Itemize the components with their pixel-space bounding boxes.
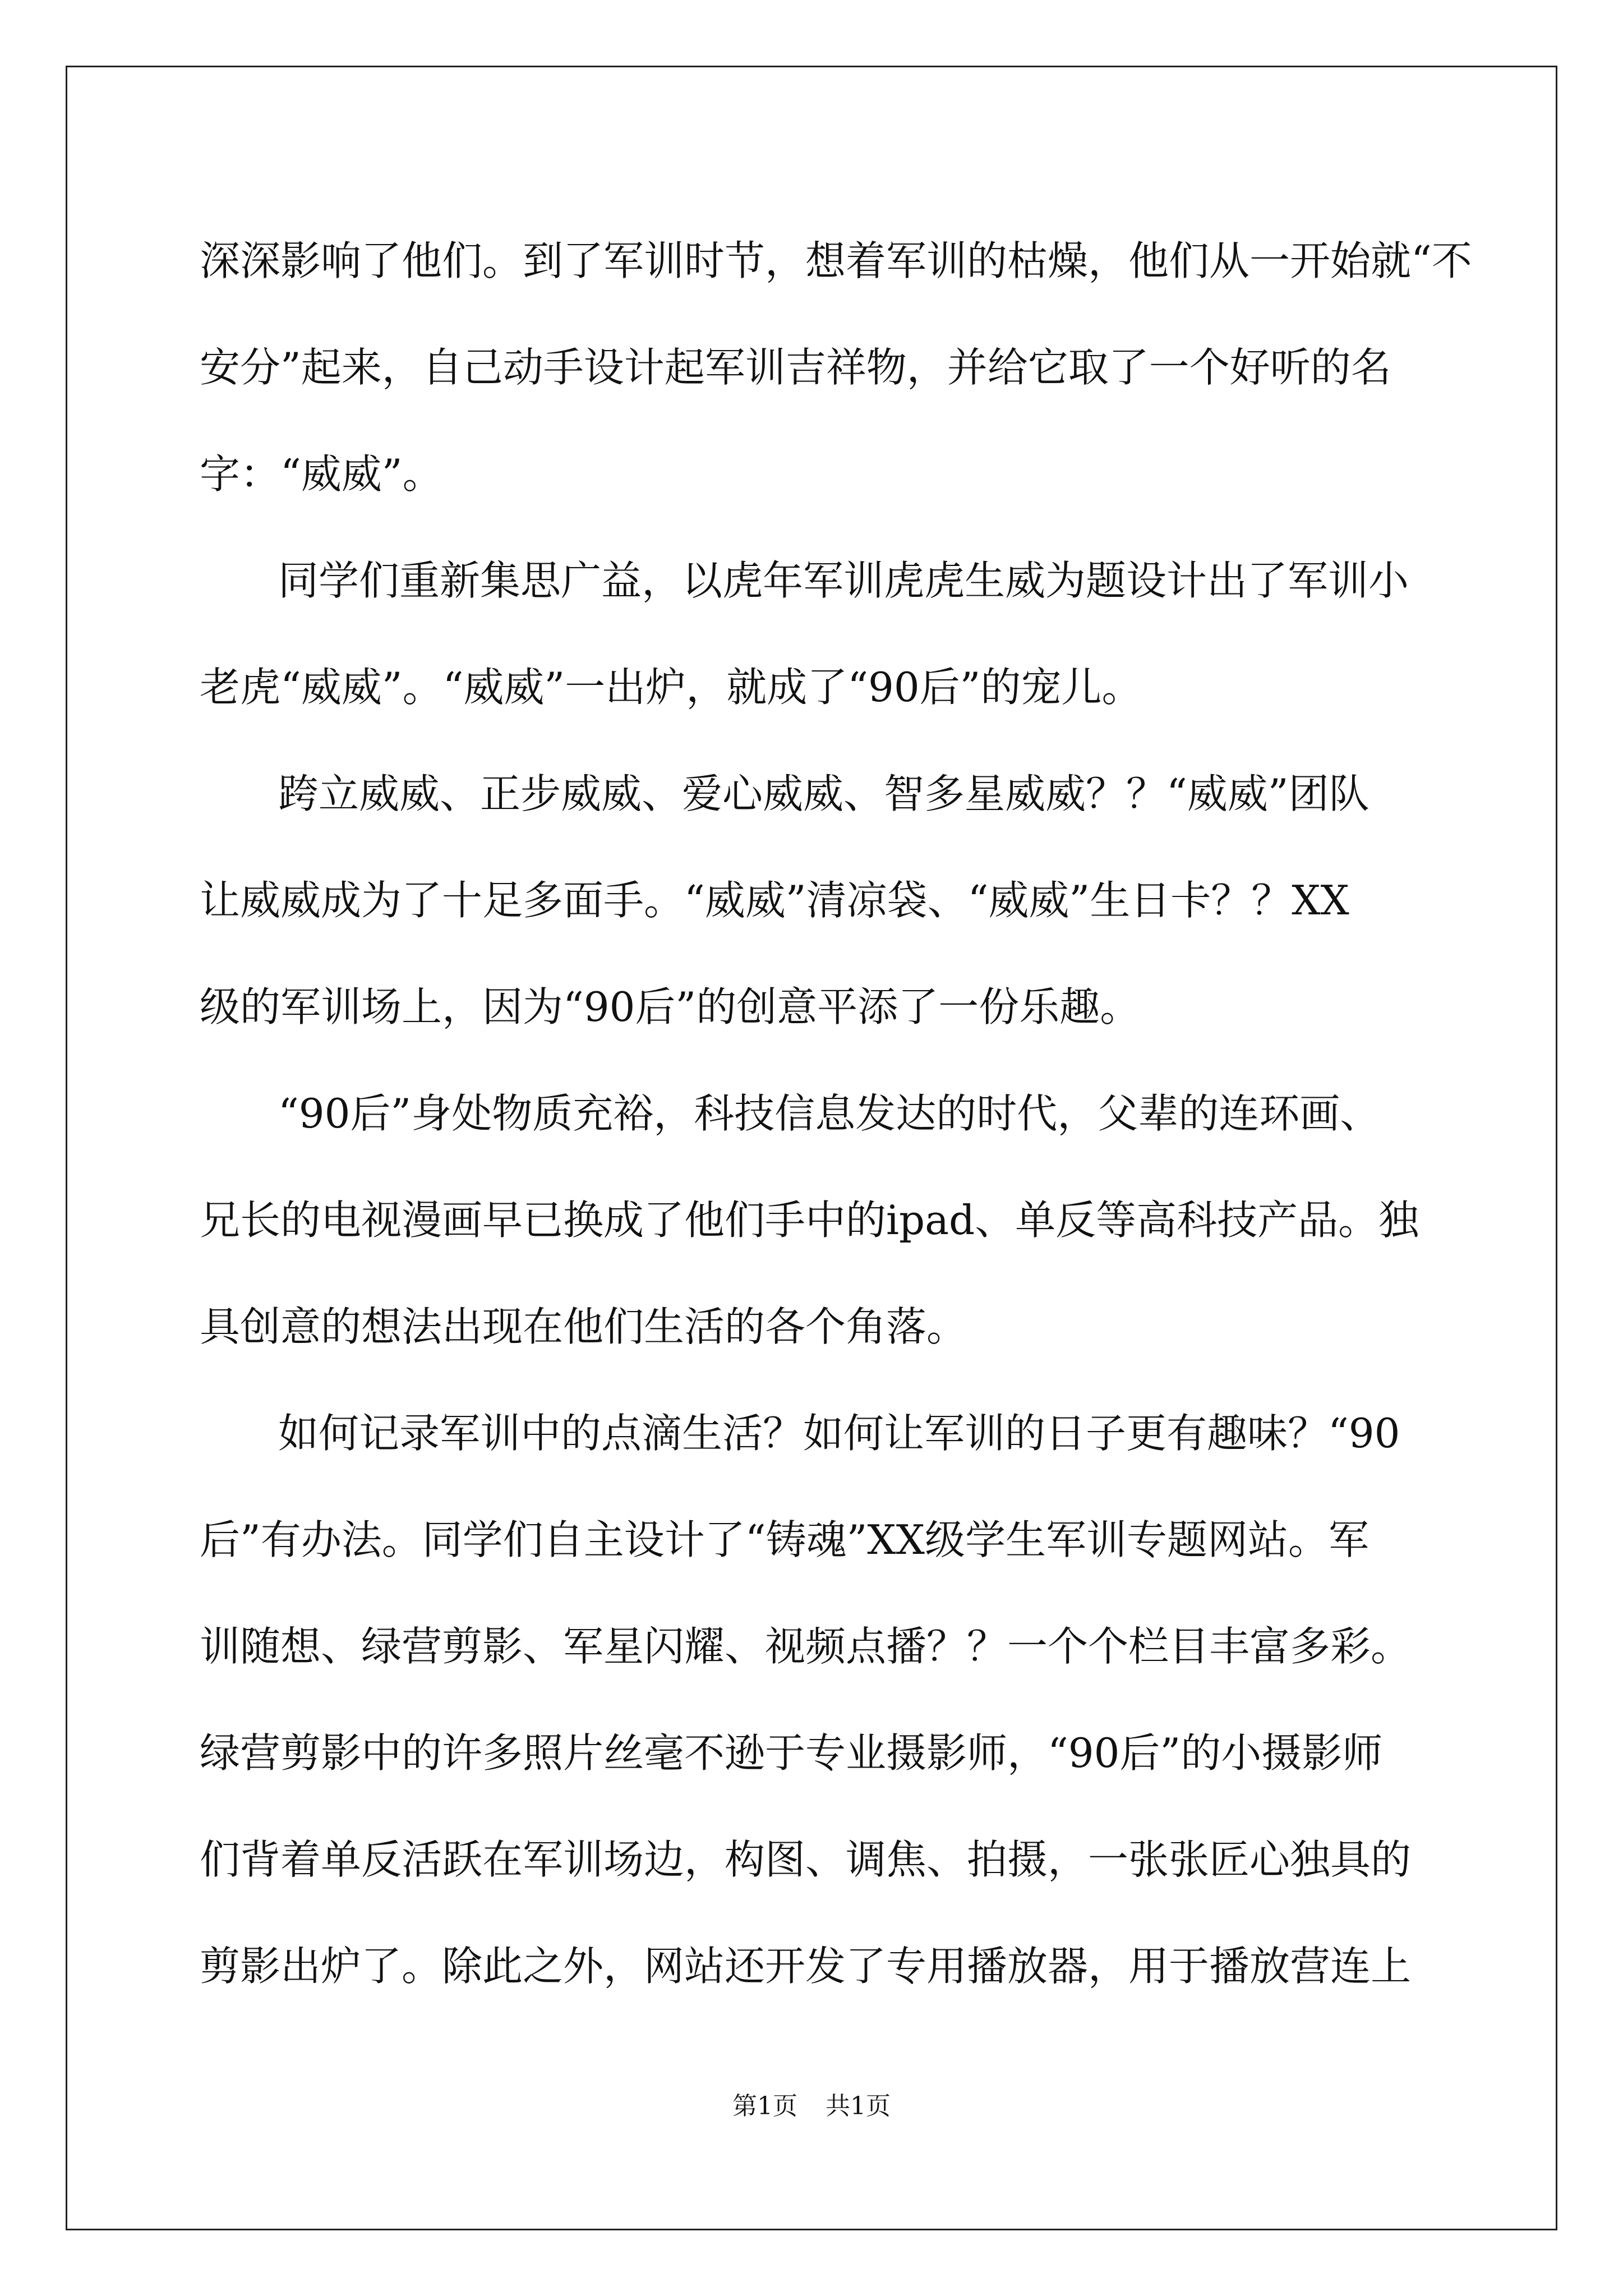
document-body	[200, 208, 1472, 2019]
text-line-16: 们背着单反活跃在军训场边，构图、调焦、拍摄，一张张匠心独具的	[200, 1836, 1412, 1883]
text-line-1: 深深影响了他们。到了军训时节，想着军训的枯燥，他们从一开始就“不	[200, 237, 1472, 284]
text-line-14: 训随想、绿营剪影、军星闪耀、视频点播？？一个个栏目丰富多彩。	[200, 1623, 1412, 1670]
text-line-5: 老虎“威威”。“威威”一出炉，就成了“90后”的宠儿。	[200, 664, 1142, 711]
text-line-3: 字：“威威”。	[200, 450, 443, 498]
text-line-17: 剪影出炉了。除此之外，网站还开发了专用播放器，用于播放营连上	[200, 1943, 1412, 1990]
text-line-12: 如何记录军训中的点滴生活？如何让军训的日子更有趣味？“90	[278, 1410, 1400, 1457]
text-line-6: 跨立威威、正步威威、爱心威威、智多星威威？？“威威”团队	[278, 770, 1370, 817]
text-line-7: 让威威成为了十足多面手。“威威”清凉袋、“威威”生日卡？？XX	[200, 877, 1349, 924]
text-line-4: 同学们重新集思广益，以虎年军训虎虎生威为题设计出了军训小	[278, 557, 1409, 604]
page-total: 共1页	[826, 2092, 891, 2120]
text-line-8: 级的军训场上，因为“90后”的创意平添了一份乐趣。	[200, 983, 1141, 1030]
page-number: 第1页	[732, 2092, 797, 2120]
text-line-11: 具创意的想法出现在他们生活的各个角落。	[200, 1303, 967, 1350]
text-line-9: “90后”身处物质充裕，科技信息发达的时代，父辈的连环画、	[278, 1090, 1381, 1137]
text-line-10: 兄长的电视漫画早已换成了他们手中的ipad、单反等高科技产品。独	[200, 1197, 1419, 1244]
text-line-13: 后”有办法。同学们自主设计了“铸魂”XX级学生军训专题网站。军	[200, 1516, 1369, 1563]
page-footer	[0, 2086, 1623, 2122]
text-line-15: 绿营剪影中的许多照片丝毫不逊于专业摄影师，“90后”的小摄影师	[200, 1729, 1383, 1777]
text-line-2: 安分”起来，自己动手设计起军训吉祥物，并给它取了一个好听的名	[200, 344, 1391, 391]
